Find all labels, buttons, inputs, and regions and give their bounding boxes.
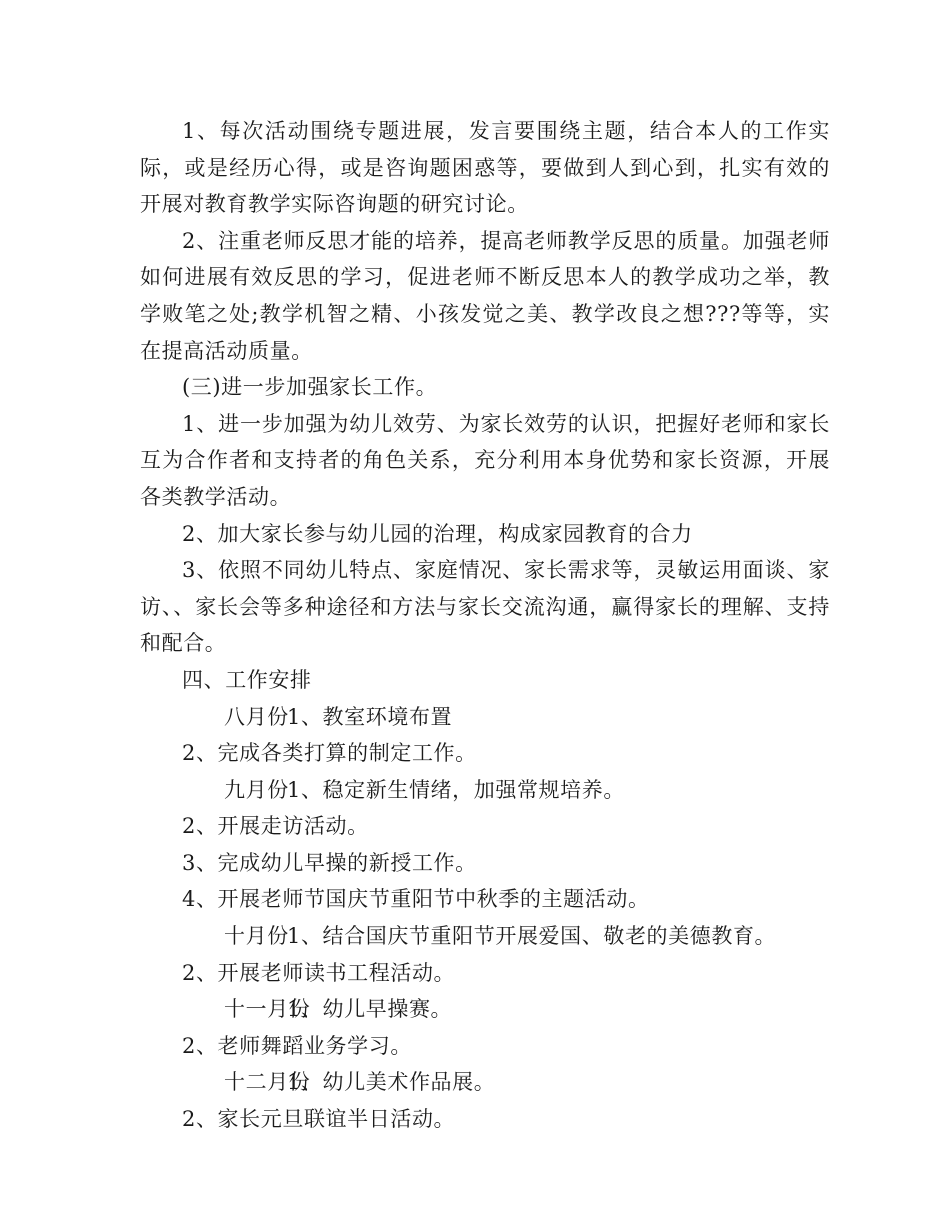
schedule-item: 2、家长元旦联谊半日活动。	[182, 1107, 456, 1132]
schedule-row-december	[140, 1064, 830, 1101]
schedule-row-october	[140, 918, 830, 955]
month-label-august: 八月份	[224, 704, 289, 729]
schedule-item: 2、开展老师读书工程活动。	[182, 960, 456, 985]
schedule-item: 3、完成幼儿早操的新授工作。	[182, 850, 477, 875]
document-body	[140, 113, 830, 1138]
schedule-item: 1、幼儿美术作品展。	[287, 1070, 496, 1095]
paragraph-teacher-reflection: 2、注重老师反思才能的培养，提高老师教学反思的质量。加强老师如何进展有效反思的学习，促进老师不断反思本人的教学成功之举，教学败笔之处;教学机智之精、小孩发觉之美、教学改良之想???等等，实在提高活动质量。	[140, 228, 830, 363]
paragraph-parent-service: 1、进一步加强为幼儿效劳、为家长效劳的认识，把握好老师和家长互为合作者和支持者的角色关系，充分利用本身优势和家长资源，开展各类教学活动。	[140, 411, 830, 509]
month-label-october: 十月份	[224, 924, 289, 949]
schedule-row-september	[140, 772, 830, 809]
schedule-row-august	[140, 699, 830, 736]
paragraph-parent-communication: 3、依照不同幼儿特点、家庭情况、家长需求等，灵敏运用面谈、家访、、家长会等多种途径和方法与家长交流沟通，赢得家长的理解、支持和配合。	[140, 558, 830, 656]
paragraph-parent-participation: 2、加大家长参与幼儿园的治理，构成家园教育的合力	[182, 521, 693, 546]
schedule-item: 4、开展老师节国庆节重阳节中秋季的主题活动。	[182, 887, 650, 912]
schedule-item: 1、结合国庆节重阳节开展爱国、敬老的美德教育。	[287, 924, 777, 949]
schedule-item: 1、稳定新生情绪，加强常规培养。	[287, 777, 625, 802]
schedule-heading: 四、工作安排	[182, 667, 312, 692]
schedule-row-november	[140, 991, 830, 1028]
month-label-september: 九月份	[224, 777, 289, 802]
schedule-item: 1、教室环境布置	[287, 704, 453, 729]
paragraph-activity-topic: 1、每次活动围绕专题进展，发言要围绕主题，结合本人的工作实际，或是经历心得，或是咨询题困惑等，要做到人到心到，扎实有效的开展对教育教学实际咨询题的研究讨论。	[140, 119, 830, 217]
schedule-item: 2、开展走访活动。	[182, 814, 369, 839]
schedule-item: 2、完成各类打算的制定工作。	[182, 741, 477, 766]
schedule-item: 2、老师舞蹈业务学习。	[182, 1033, 412, 1058]
month-label-december: 十二月份	[224, 1070, 311, 1095]
month-label-november: 十一月份	[224, 997, 311, 1022]
section-heading-parent-work: (三)进一步加强家长工作。	[182, 375, 438, 400]
schedule-item: 1、幼儿早操赛。	[287, 997, 453, 1022]
